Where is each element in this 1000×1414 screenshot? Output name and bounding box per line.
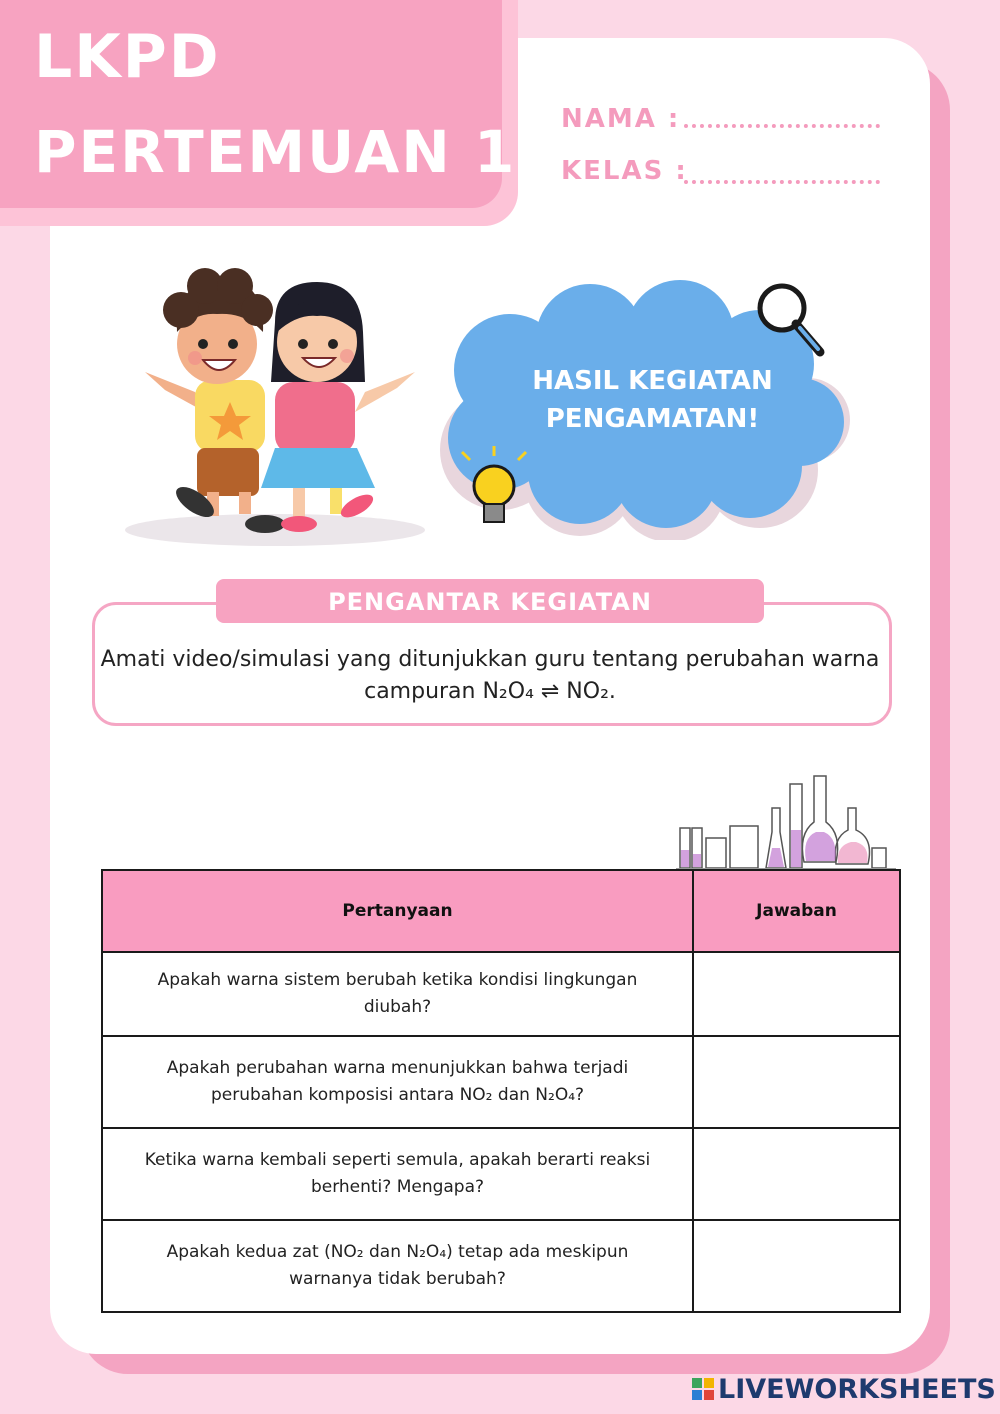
column-header-answer: Jawaban <box>693 870 900 952</box>
title-line-1: LKPD <box>34 22 221 92</box>
title-block <box>0 0 518 226</box>
table-row <box>102 1220 900 1312</box>
intro-text: Amati video/simulasi yang ditunjukkan guru tentang perubahan warna campuran N₂O₄ ⇌ NO₂. <box>100 647 880 704</box>
liveworksheets-brand[interactable] <box>692 1374 996 1404</box>
question-cell: Ketika warna kembali seperti semula, apakah berarti reaksi berhenti? Mengapa? <box>102 1128 693 1220</box>
class-field[interactable] <box>684 180 880 184</box>
name-field[interactable] <box>684 124 880 128</box>
title-line-2: PERTEMUAN 1 <box>34 118 517 186</box>
table-row <box>102 952 900 1036</box>
answer-cell[interactable] <box>693 1128 900 1220</box>
table-row <box>102 1128 900 1220</box>
intro-heading: PENGANTAR KEGIATAN <box>216 579 764 623</box>
kids-illustration <box>125 252 435 552</box>
name-label: NAMA : <box>561 104 681 134</box>
column-header-question: Pertanyaan <box>102 870 693 952</box>
question-cell: Apakah perubahan warna menunjukkan bahwa terjadi perubahan komposisi antara NO₂ dan N₂O₄? <box>102 1036 693 1128</box>
liveworksheets-logo-icon <box>692 1378 714 1400</box>
question-cell: Apakah warna sistem berubah ketika kondisi lingkungan diubah? <box>102 952 693 1036</box>
banner-title: HASIL KEGIATAN PENGAMATAN! <box>532 366 773 434</box>
brand-name: LIVEWORKSHEETS <box>718 1373 996 1405</box>
question-cell: Apakah kedua zat (NO₂ dan N₂O₄) tetap ada meskipun warnanya tidak berubah? <box>102 1220 693 1312</box>
answer-cell[interactable] <box>693 952 900 1036</box>
question-table <box>101 869 901 1313</box>
answer-cell[interactable] <box>693 1036 900 1128</box>
answer-cell[interactable] <box>693 1220 900 1312</box>
class-label: KELAS : <box>561 156 688 186</box>
table-row <box>102 1036 900 1128</box>
lab-glassware-icon <box>676 772 896 872</box>
